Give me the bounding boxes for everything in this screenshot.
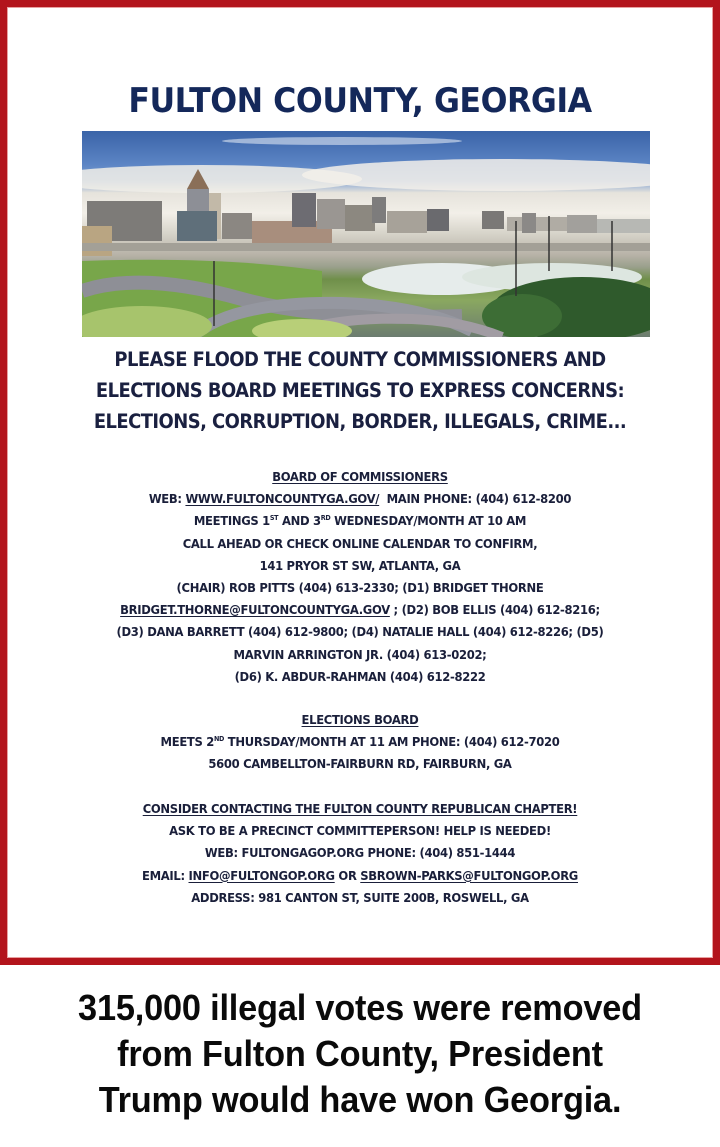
commission-address: 141 PRYOR ST SW, ATLANTA, GA: [259, 557, 461, 573]
chair-contact: (CHAIR) ROB PITTS (404) 613-2330; (D1) BRIDGET THORNE: [176, 580, 544, 596]
gop-web-phone: WEB: FULTONGAGOP.ORG PHONE: (404) 851-1444: [204, 845, 516, 861]
caption-text: [0, 985, 720, 1123]
flyer-title: FULTON COUNTY, GEORGIA: [128, 81, 592, 121]
call-ahead-note: CALL AHEAD OR CHECK ONLINE CALENDAR TO CONFIRM,: [182, 535, 538, 551]
committeeperson-ask: ASK TO BE A PRECINCT COMMITTEPERSON! HELP IS NEEDED!: [169, 823, 551, 839]
web-label: WEB:: [148, 491, 182, 507]
headline-line: PLEASE FLOOD THE COUNTY COMMISSIONERS AND: [114, 348, 606, 371]
info-email-link[interactable]: INFO@FULTONGOP.ORG: [188, 867, 335, 883]
section-heading: ELECTIONS BOARD: [301, 712, 419, 727]
email-or: OR: [334, 867, 361, 883]
section-heading: BOARD OF COMMISSIONERS: [272, 469, 448, 484]
skyline-illustration: [82, 131, 650, 337]
sbrown-parks-email-link[interactable]: SBROWN-PARKS@FULTONGOP.ORG: [360, 867, 579, 883]
d3-d5-contact: (D3) DANA BARRETT (404) 612-9800; (D4) NATALIE HALL (404) 612-8226; (D5): [116, 624, 604, 640]
caption-line: Trump would have won Georgia.: [98, 1079, 622, 1120]
d5-contact: MARVIN ARRINGTON JR. (404) 613-0202;: [233, 646, 487, 662]
call-to-action-headline: [7, 344, 713, 437]
gop-address: ADDRESS: 981 CANTON ST, SUITE 200B, ROSWELL, GA: [191, 889, 529, 905]
headline-line: ELECTIONS BOARD MEETINGS TO EXPRESS CONCERNS:: [95, 379, 625, 402]
d6-contact: (D6) K. ABDUR-RAHMAN (404) 612-8222: [234, 668, 486, 684]
elections-board-meeting: MEETS 2ND THURSDAY/MONTH AT 11 AM PHONE: (404) 612-7020: [160, 734, 560, 750]
caption-line: from Fulton County, President: [117, 1033, 603, 1074]
board-of-commissioners-section: [7, 466, 713, 688]
meetings-schedule: MEETINGS 1ST AND 3RD WEDNESDAY/MONTH AT 10 AM: [193, 513, 527, 529]
republican-chapter-section: [7, 798, 713, 909]
caption-line: 315,000 illegal votes were removed: [78, 987, 642, 1028]
thorne-email-link[interactable]: BRIDGET.THORNE@FULTONCOUNTYGA.GOV: [120, 602, 390, 618]
county-website-link[interactable]: WWW.FULTONCOUNTYGA.GOV/: [185, 491, 380, 507]
elections-board-section: [7, 709, 713, 776]
elections-board-address: 5600 CAMBELLTON-FAIRBURN RD, FAIRBURN, GA: [208, 756, 512, 772]
headline-line: ELECTIONS, CORRUPTION, BORDER, ILLEGALS, CRIME...: [93, 410, 627, 433]
email-label: EMAIL:: [141, 867, 189, 883]
skyline-photo: [82, 131, 650, 337]
main-phone: MAIN PHONE: (404) 612-8200: [386, 491, 572, 507]
section-heading: CONSIDER CONTACTING THE FULTON COUNTY REPUBLICAN CHAPTER!: [142, 801, 578, 816]
d2-contact: ; (D2) BOB ELLIS (404) 612-8216;: [389, 602, 600, 618]
